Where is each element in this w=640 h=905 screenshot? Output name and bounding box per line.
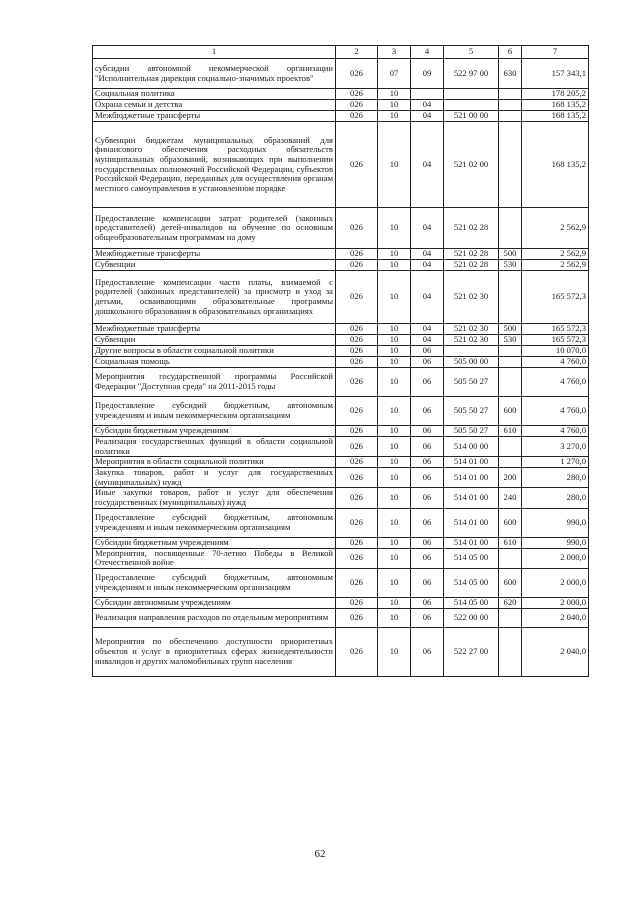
row-expense-type xyxy=(499,271,522,324)
row-ministry-code: 026 xyxy=(336,346,378,357)
row-subsection: 06 xyxy=(411,508,444,537)
row-ministry-code: 026 xyxy=(336,537,378,548)
row-name: Межбюджетные трансферты xyxy=(93,111,336,122)
row-name: Охрана семьи и детства xyxy=(93,100,336,111)
table-row xyxy=(93,249,589,260)
row-target-article: 521 02 00 xyxy=(444,122,499,208)
row-target-article: 514 00 00 xyxy=(444,437,499,457)
row-name: Социальная помощь xyxy=(93,357,336,368)
row-subsection: 06 xyxy=(411,457,444,468)
row-amount: 4 760,0 xyxy=(522,368,589,397)
table-row xyxy=(93,548,589,568)
table-row xyxy=(93,457,589,468)
row-target-article xyxy=(444,346,499,357)
row-amount: 168 135,2 xyxy=(522,122,589,208)
row-amount: 2 000,0 xyxy=(522,548,589,568)
row-subsection: 06 xyxy=(411,608,444,627)
row-subsection: 06 xyxy=(411,548,444,568)
row-target-article: 514 01 00 xyxy=(444,537,499,548)
row-expense-type: 600 xyxy=(499,508,522,537)
table-row xyxy=(93,508,589,537)
row-expense-type: 600 xyxy=(499,568,522,597)
table-row xyxy=(93,488,589,508)
row-amount: 157 343,1 xyxy=(522,59,589,89)
row-name: Предоставление субсидий бюджетным, автономным учреждениям и иным некоммерческим организациям xyxy=(93,508,336,537)
row-name: Мероприятия, посвященные 70-летию Победы в Великой Отечественной войне xyxy=(93,548,336,568)
row-target-article: 521 02 28 xyxy=(444,208,499,249)
row-name: Социальная политика xyxy=(93,89,336,100)
row-target-article: 522 00 00 xyxy=(444,608,499,627)
table-header-row xyxy=(93,46,589,59)
table-row xyxy=(93,568,589,597)
column-number-3: 3 xyxy=(378,46,411,59)
row-subsection: 06 xyxy=(411,537,444,548)
row-amount: 2 040,0 xyxy=(522,608,589,627)
row-ministry-code: 026 xyxy=(336,335,378,346)
row-expense-type xyxy=(499,357,522,368)
row-ministry-code: 026 xyxy=(336,488,378,508)
row-amount: 2 562,9 xyxy=(522,249,589,260)
row-amount: 2 000,0 xyxy=(522,568,589,597)
row-amount: 10 070,0 xyxy=(522,346,589,357)
row-ministry-code: 026 xyxy=(336,368,378,397)
row-expense-type: 240 xyxy=(499,488,522,508)
column-number-5: 5 xyxy=(444,46,499,59)
row-target-article: 522 97 00 xyxy=(444,59,499,89)
table-row xyxy=(93,59,589,89)
table-row xyxy=(93,324,589,335)
row-ministry-code: 026 xyxy=(336,271,378,324)
row-section: 10 xyxy=(378,508,411,537)
row-expense-type xyxy=(499,457,522,468)
row-ministry-code: 026 xyxy=(336,426,378,437)
row-target-article xyxy=(444,89,499,100)
row-section: 07 xyxy=(378,59,411,89)
row-target-article: 514 05 00 xyxy=(444,568,499,597)
row-subsection: 04 xyxy=(411,100,444,111)
table-row xyxy=(93,597,589,608)
row-subsection: 04 xyxy=(411,324,444,335)
row-subsection: 04 xyxy=(411,335,444,346)
row-ministry-code: 026 xyxy=(336,260,378,271)
row-name: Мероприятия в области социальной политики xyxy=(93,457,336,468)
row-amount: 280,0 xyxy=(522,468,589,488)
row-name: Предоставление субсидий бюджетным, автономным учреждениям и иным некоммерческим организациям xyxy=(93,568,336,597)
table-row xyxy=(93,271,589,324)
row-section: 10 xyxy=(378,249,411,260)
row-subsection: 06 xyxy=(411,437,444,457)
row-subsection: 04 xyxy=(411,249,444,260)
row-ministry-code: 026 xyxy=(336,59,378,89)
row-target-article: 514 01 00 xyxy=(444,488,499,508)
row-target-article: 521 02 30 xyxy=(444,271,499,324)
row-expense-type xyxy=(499,122,522,208)
table-row xyxy=(93,208,589,249)
table-row xyxy=(93,437,589,457)
row-amount: 178 205,2 xyxy=(522,89,589,100)
table-row xyxy=(93,357,589,368)
row-subsection: 04 xyxy=(411,271,444,324)
row-expense-type xyxy=(499,89,522,100)
row-amount: 1 270,0 xyxy=(522,457,589,468)
row-expense-type: 610 xyxy=(499,426,522,437)
table-row xyxy=(93,111,589,122)
row-subsection: 04 xyxy=(411,111,444,122)
column-number-7: 7 xyxy=(522,46,589,59)
row-ministry-code: 026 xyxy=(336,508,378,537)
row-section: 10 xyxy=(378,368,411,397)
row-target-article: 505 00 00 xyxy=(444,357,499,368)
row-ministry-code: 026 xyxy=(336,627,378,676)
row-ministry-code: 026 xyxy=(336,324,378,335)
row-name: Реализация государственных функций в области социальной политики xyxy=(93,437,336,457)
row-amount: 165 572,3 xyxy=(522,271,589,324)
row-section: 10 xyxy=(378,208,411,249)
row-expense-type: 200 xyxy=(499,468,522,488)
row-target-article: 521 00 00 xyxy=(444,111,499,122)
row-amount: 2 000,0 xyxy=(522,597,589,608)
table-row xyxy=(93,346,589,357)
row-section: 10 xyxy=(378,548,411,568)
row-name: Субвенции xyxy=(93,260,336,271)
row-name: Субвенции xyxy=(93,335,336,346)
table-row xyxy=(93,100,589,111)
budget-table xyxy=(92,45,589,677)
row-target-article: 505 50 27 xyxy=(444,426,499,437)
row-expense-type: 620 xyxy=(499,597,522,608)
row-amount: 2 562,9 xyxy=(522,260,589,271)
row-name: Иные закупки товаров, работ и услуг для обеспечения государственных (муниципальных) нужд xyxy=(93,488,336,508)
row-section: 10 xyxy=(378,468,411,488)
row-section: 10 xyxy=(378,457,411,468)
row-target-article: 521 02 28 xyxy=(444,260,499,271)
row-ministry-code: 026 xyxy=(336,397,378,426)
row-ministry-code: 026 xyxy=(336,548,378,568)
row-ministry-code: 026 xyxy=(336,357,378,368)
row-expense-type xyxy=(499,627,522,676)
row-amount: 990,0 xyxy=(522,537,589,548)
row-section: 10 xyxy=(378,537,411,548)
column-number-1: 1 xyxy=(93,46,336,59)
row-ministry-code: 026 xyxy=(336,122,378,208)
row-target-article xyxy=(444,100,499,111)
row-ministry-code: 026 xyxy=(336,437,378,457)
row-subsection: 06 xyxy=(411,627,444,676)
row-target-article: 521 02 28 xyxy=(444,249,499,260)
row-name: Предоставление компенсации части платы, взимаемой с родителей (законных представителей) за присмотр и уход за детьми, осваивающими образовательные программы дошкольного образования в образовательных организациях xyxy=(93,271,336,324)
row-name: Мероприятия государственной программы Российской Федерации "Доступная среда" на 2011-2015 годы xyxy=(93,368,336,397)
row-subsection: 04 xyxy=(411,122,444,208)
row-expense-type: 630 xyxy=(499,59,522,89)
row-section: 10 xyxy=(378,335,411,346)
table-row xyxy=(93,368,589,397)
table-row xyxy=(93,608,589,627)
row-section: 10 xyxy=(378,346,411,357)
row-expense-type xyxy=(499,111,522,122)
row-subsection: 04 xyxy=(411,260,444,271)
row-section: 10 xyxy=(378,608,411,627)
row-amount: 4 760,0 xyxy=(522,357,589,368)
row-subsection: 06 xyxy=(411,468,444,488)
row-amount: 990,0 xyxy=(522,508,589,537)
row-name: Другие вопросы в области социальной политики xyxy=(93,346,336,357)
row-name: Межбюджетные трансферты xyxy=(93,249,336,260)
row-target-article: 514 01 00 xyxy=(444,468,499,488)
row-name: Закупка товаров, работ и услуг для государственных (муниципальных) нужд xyxy=(93,468,336,488)
table-row xyxy=(93,426,589,437)
row-section: 10 xyxy=(378,111,411,122)
row-section: 10 xyxy=(378,100,411,111)
table-row xyxy=(93,397,589,426)
row-ministry-code: 026 xyxy=(336,111,378,122)
row-ministry-code: 026 xyxy=(336,249,378,260)
row-subsection: 06 xyxy=(411,488,444,508)
row-name: Мероприятия по обеспечению доступности приоритетных объектов и услуг в приоритетных сферах жизнедеятельности инвалидов и других маломобильных групп населения xyxy=(93,627,336,676)
row-subsection: 06 xyxy=(411,568,444,597)
row-ministry-code: 026 xyxy=(336,100,378,111)
row-section: 10 xyxy=(378,568,411,597)
row-expense-type xyxy=(499,208,522,249)
table-body xyxy=(93,46,589,677)
row-amount: 168 135,2 xyxy=(522,111,589,122)
row-expense-type xyxy=(499,346,522,357)
row-section: 10 xyxy=(378,260,411,271)
column-number-4: 4 xyxy=(411,46,444,59)
row-ministry-code: 026 xyxy=(336,608,378,627)
row-subsection: 06 xyxy=(411,397,444,426)
row-section: 10 xyxy=(378,357,411,368)
row-ministry-code: 026 xyxy=(336,208,378,249)
row-section: 10 xyxy=(378,426,411,437)
row-amount: 2 562,9 xyxy=(522,208,589,249)
row-amount: 3 270,0 xyxy=(522,437,589,457)
row-ministry-code: 026 xyxy=(336,597,378,608)
row-expense-type: 610 xyxy=(499,537,522,548)
row-ministry-code: 026 xyxy=(336,457,378,468)
row-name: Реализация направления расходов по отдельным мероприятиям xyxy=(93,608,336,627)
table-row xyxy=(93,335,589,346)
page-number: 62 xyxy=(314,848,326,860)
row-ministry-code: 026 xyxy=(336,568,378,597)
row-name: Субсидии бюджетным учреждениям xyxy=(93,537,336,548)
row-target-article: 521 02 30 xyxy=(444,324,499,335)
row-expense-type: 530 xyxy=(499,335,522,346)
column-number-6: 6 xyxy=(499,46,522,59)
row-amount: 165 572,3 xyxy=(522,324,589,335)
row-section: 10 xyxy=(378,324,411,335)
row-target-article: 521 02 30 xyxy=(444,335,499,346)
row-target-article: 514 01 00 xyxy=(444,457,499,468)
row-amount: 4 760,0 xyxy=(522,426,589,437)
row-target-article: 505 50 27 xyxy=(444,368,499,397)
row-subsection: 09 xyxy=(411,59,444,89)
row-expense-type xyxy=(499,548,522,568)
row-subsection: 06 xyxy=(411,346,444,357)
row-target-article: 514 01 00 xyxy=(444,508,499,537)
table-row xyxy=(93,468,589,488)
row-name: субсидии автономной некоммерческой организации "Исполнительная дирекция социально-значимых проектов" xyxy=(93,59,336,89)
row-subsection: 06 xyxy=(411,368,444,397)
row-amount: 165 572,3 xyxy=(522,335,589,346)
row-subsection: 06 xyxy=(411,426,444,437)
table-row xyxy=(93,627,589,676)
row-expense-type: 530 xyxy=(499,260,522,271)
row-amount: 4 760,0 xyxy=(522,397,589,426)
row-section: 10 xyxy=(378,397,411,426)
row-expense-type: 500 xyxy=(499,249,522,260)
row-name: Субсидии бюджетным учреждениям xyxy=(93,426,336,437)
row-subsection: 06 xyxy=(411,357,444,368)
row-section: 10 xyxy=(378,437,411,457)
table-row xyxy=(93,122,589,208)
row-target-article: 514 05 00 xyxy=(444,548,499,568)
row-section: 10 xyxy=(378,122,411,208)
row-target-article: 522 27 00 xyxy=(444,627,499,676)
column-number-2: 2 xyxy=(336,46,378,59)
row-section: 10 xyxy=(378,597,411,608)
row-amount: 280,0 xyxy=(522,488,589,508)
table-row xyxy=(93,89,589,100)
row-name: Предоставление субсидий бюджетным, автономным учреждениям и иным некоммерческим организациям xyxy=(93,397,336,426)
row-expense-type: 600 xyxy=(499,397,522,426)
row-section: 10 xyxy=(378,488,411,508)
row-subsection xyxy=(411,89,444,100)
row-subsection: 04 xyxy=(411,208,444,249)
row-subsection: 06 xyxy=(411,597,444,608)
row-amount: 168 135,2 xyxy=(522,100,589,111)
row-expense-type: 500 xyxy=(499,324,522,335)
row-expense-type xyxy=(499,437,522,457)
row-section: 10 xyxy=(378,271,411,324)
row-target-article: 514 05 00 xyxy=(444,597,499,608)
table-row xyxy=(93,260,589,271)
row-expense-type xyxy=(499,368,522,397)
row-section: 10 xyxy=(378,89,411,100)
row-expense-type xyxy=(499,100,522,111)
row-name: Субсидии автономным учреждениям xyxy=(93,597,336,608)
row-amount: 2 040,0 xyxy=(522,627,589,676)
row-name: Межбюджетные трансферты xyxy=(93,324,336,335)
table-row xyxy=(93,537,589,548)
row-target-article: 505 50 27 xyxy=(444,397,499,426)
row-section: 10 xyxy=(378,627,411,676)
row-expense-type xyxy=(499,608,522,627)
row-name: Предоставление компенсации затрат родителей (законных представителей) детей-инвалидов на обучение по основным общеобразовательным программам на дому xyxy=(93,208,336,249)
row-ministry-code: 026 xyxy=(336,468,378,488)
row-ministry-code: 026 xyxy=(336,89,378,100)
row-name: Субвенции бюджетам муниципальных образований для финансового обеспечения расходных обязательств муниципальных образований, возникающих при выполнении государственных полномочий Российской Федерации, субъектов Российской Федерации, переданных для осуществления органам местного самоуправления в установленном порядке xyxy=(93,122,336,208)
